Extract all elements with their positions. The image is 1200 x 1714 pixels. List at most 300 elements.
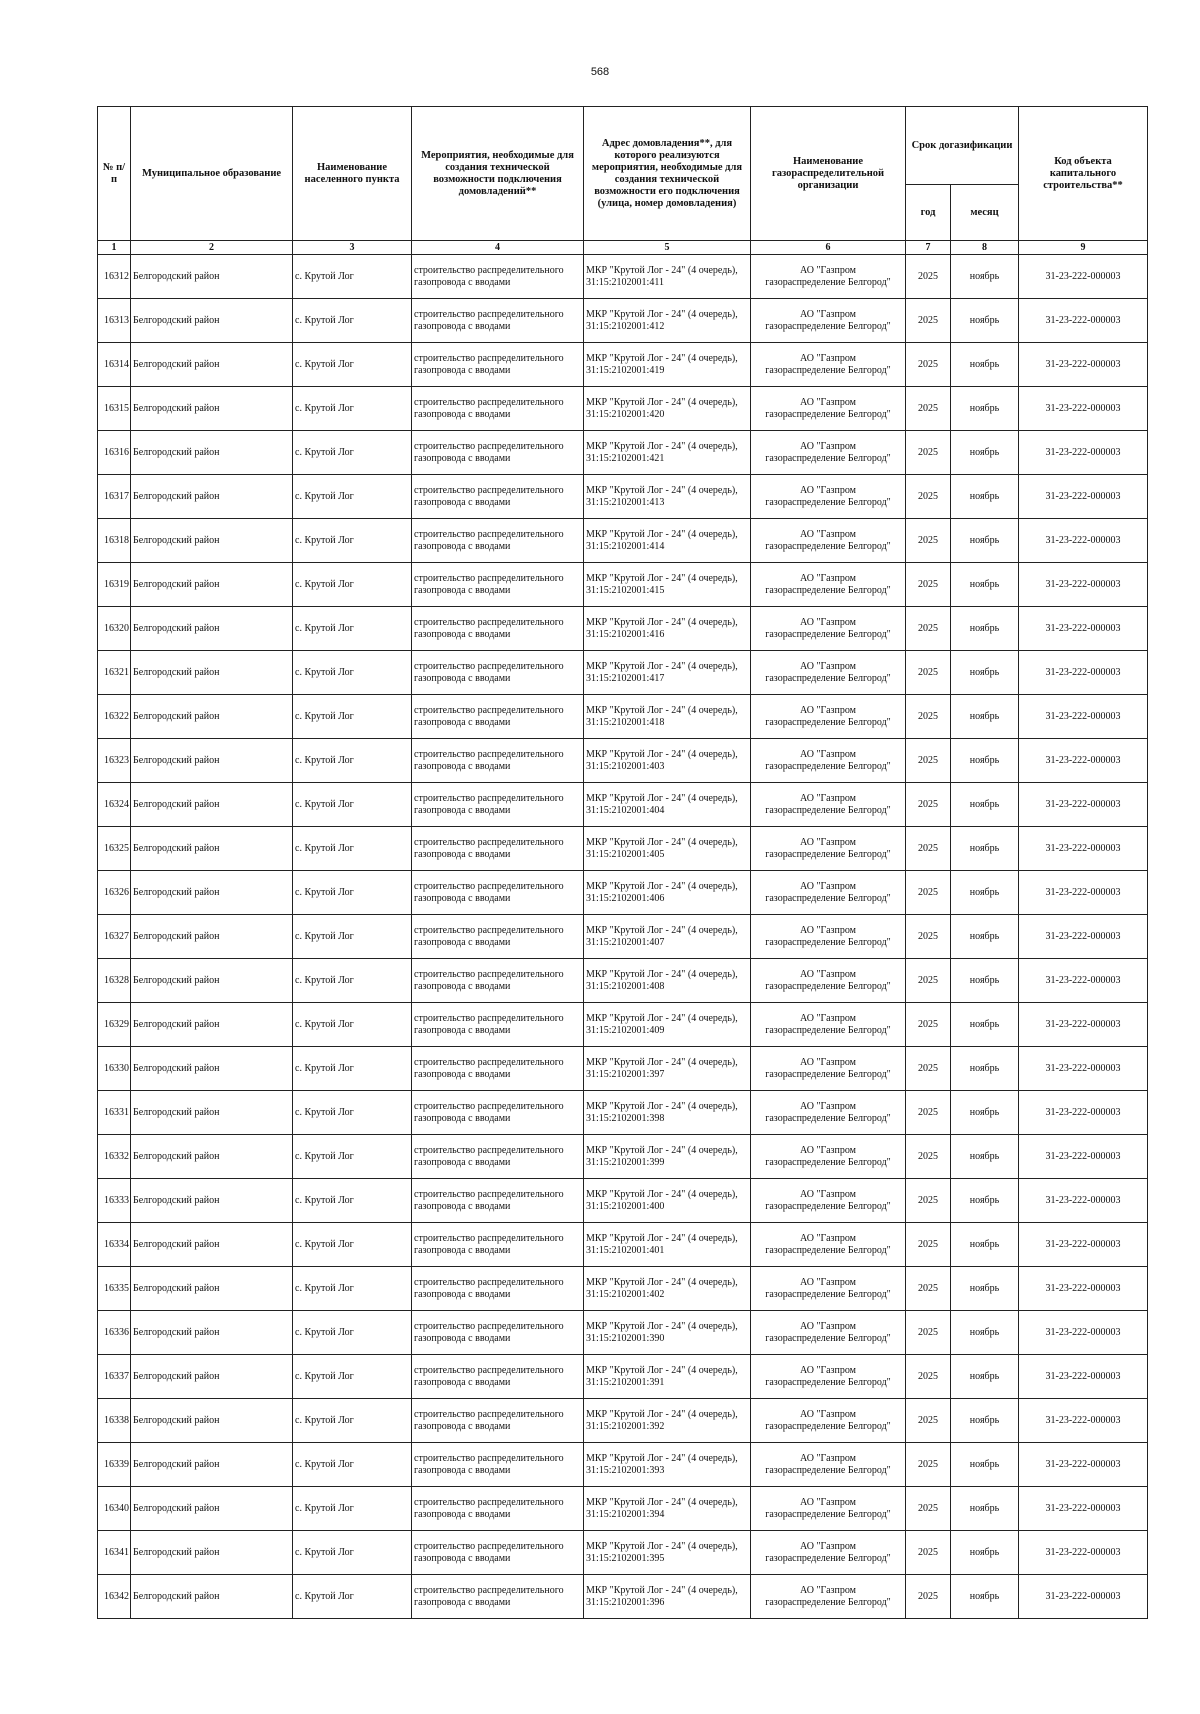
address-cell: МКР "Крутой Лог - 24" (4 очередь), 31:15:2102001:396 bbox=[584, 1575, 751, 1619]
month-cell: ноябрь bbox=[951, 1531, 1019, 1575]
measures-cell: строительство распределительного газопровода с вводами bbox=[412, 1223, 584, 1267]
month-cell: ноябрь bbox=[951, 651, 1019, 695]
organization-line-1: АО "Газпром bbox=[800, 1320, 856, 1332]
settlement-cell: с. Крутой Лог bbox=[293, 1487, 412, 1531]
organization-line-1: АО "Газпром bbox=[800, 1452, 856, 1464]
address-cell: МКР "Крутой Лог - 24" (4 очередь), 31:15:2102001:408 bbox=[584, 959, 751, 1003]
column-number: 1 bbox=[98, 241, 131, 255]
row-number-cell: 16325 bbox=[98, 827, 131, 871]
organization-line-1: АО "Газпром bbox=[800, 308, 856, 320]
row-number-cell: 16323 bbox=[98, 739, 131, 783]
address-cell: МКР "Крутой Лог - 24" (4 очередь), 31:15:2102001:421 bbox=[584, 431, 751, 475]
address-cell: МКР "Крутой Лог - 24" (4 очередь), 31:15:2102001:398 bbox=[584, 1091, 751, 1135]
table-row bbox=[98, 1267, 1148, 1311]
header-deadline: Срок догазификации bbox=[906, 107, 1019, 185]
settlement-cell: с. Крутой Лог bbox=[293, 1179, 412, 1223]
address-cell: МКР "Крутой Лог - 24" (4 очередь), 31:15:2102001:397 bbox=[584, 1047, 751, 1091]
measures-cell: строительство распределительного газопровода с вводами bbox=[412, 695, 584, 739]
address-cell: МКР "Крутой Лог - 24" (4 очередь), 31:15:2102001:417 bbox=[584, 651, 751, 695]
address-cell: МКР "Крутой Лог - 24" (4 очередь), 31:15:2102001:411 bbox=[584, 255, 751, 299]
measures-cell: строительство распределительного газопровода с вводами bbox=[412, 827, 584, 871]
year-cell: 2025 bbox=[906, 431, 951, 475]
object-code-cell: 31-23-222-000003 bbox=[1019, 959, 1148, 1003]
municipality-cell: Белгородский район bbox=[131, 1311, 293, 1355]
address-cell: МКР "Крутой Лог - 24" (4 очередь), 31:15:2102001:416 bbox=[584, 607, 751, 651]
municipality-cell: Белгородский район bbox=[131, 651, 293, 695]
month-cell: ноябрь bbox=[951, 739, 1019, 783]
municipality-cell: Белгородский район bbox=[131, 387, 293, 431]
row-number-cell: 16326 bbox=[98, 871, 131, 915]
organization-line-1: АО "Газпром bbox=[800, 1232, 856, 1244]
organization-line-2: газораспределение Белгород" bbox=[765, 1068, 891, 1080]
address-cell: МКР "Крутой Лог - 24" (4 очередь), 31:15:2102001:399 bbox=[584, 1135, 751, 1179]
municipality-cell: Белгородский район bbox=[131, 1179, 293, 1223]
organization-line-2: газораспределение Белгород" bbox=[765, 1332, 891, 1344]
municipality-cell: Белгородский район bbox=[131, 1575, 293, 1619]
settlement-cell: с. Крутой Лог bbox=[293, 519, 412, 563]
municipality-cell: Белгородский район bbox=[131, 299, 293, 343]
row-number-cell: 16334 bbox=[98, 1223, 131, 1267]
organization-line-2: газораспределение Белгород" bbox=[765, 584, 891, 596]
row-number-cell: 16327 bbox=[98, 915, 131, 959]
settlement-cell: с. Крутой Лог bbox=[293, 1531, 412, 1575]
table-header bbox=[98, 107, 1148, 255]
settlement-cell: с. Крутой Лог bbox=[293, 607, 412, 651]
object-code-cell: 31-23-222-000003 bbox=[1019, 1531, 1148, 1575]
municipality-cell: Белгородский район bbox=[131, 519, 293, 563]
row-number-cell: 16314 bbox=[98, 343, 131, 387]
settlement-cell: с. Крутой Лог bbox=[293, 651, 412, 695]
municipality-cell: Белгородский район bbox=[131, 1223, 293, 1267]
measures-cell: строительство распределительного газопровода с вводами bbox=[412, 1399, 584, 1443]
month-cell: ноябрь bbox=[951, 915, 1019, 959]
organization-cell bbox=[751, 475, 906, 519]
year-cell: 2025 bbox=[906, 1223, 951, 1267]
object-code-cell: 31-23-222-000003 bbox=[1019, 563, 1148, 607]
settlement-cell: с. Крутой Лог bbox=[293, 827, 412, 871]
settlement-cell: с. Крутой Лог bbox=[293, 1311, 412, 1355]
table-row bbox=[98, 1575, 1148, 1619]
organization-line-1: АО "Газпром bbox=[800, 1584, 856, 1596]
table-row bbox=[98, 607, 1148, 651]
object-code-cell: 31-23-222-000003 bbox=[1019, 1003, 1148, 1047]
organization-line-1: АО "Газпром bbox=[800, 1188, 856, 1200]
year-cell: 2025 bbox=[906, 915, 951, 959]
object-code-cell: 31-23-222-000003 bbox=[1019, 387, 1148, 431]
object-code-cell: 31-23-222-000003 bbox=[1019, 343, 1148, 387]
organization-line-2: газораспределение Белгород" bbox=[765, 804, 891, 816]
month-cell: ноябрь bbox=[951, 1443, 1019, 1487]
object-code-cell: 31-23-222-000003 bbox=[1019, 607, 1148, 651]
organization-line-1: АО "Газпром bbox=[800, 396, 856, 408]
address-cell: МКР "Крутой Лог - 24" (4 очередь), 31:15:2102001:406 bbox=[584, 871, 751, 915]
table-row bbox=[98, 959, 1148, 1003]
organization-line-1: АО "Газпром bbox=[800, 880, 856, 892]
year-cell: 2025 bbox=[906, 1003, 951, 1047]
month-cell: ноябрь bbox=[951, 1267, 1019, 1311]
settlement-cell: с. Крутой Лог bbox=[293, 1443, 412, 1487]
object-code-cell: 31-23-222-000003 bbox=[1019, 475, 1148, 519]
row-number-cell: 16338 bbox=[98, 1399, 131, 1443]
month-cell: ноябрь bbox=[951, 475, 1019, 519]
organization-line-1: АО "Газпром bbox=[800, 1012, 856, 1024]
municipality-cell: Белгородский район bbox=[131, 959, 293, 1003]
measures-cell: строительство распределительного газопровода с вводами bbox=[412, 1135, 584, 1179]
table-row bbox=[98, 871, 1148, 915]
table-row bbox=[98, 299, 1148, 343]
row-number-cell: 16317 bbox=[98, 475, 131, 519]
month-cell: ноябрь bbox=[951, 1399, 1019, 1443]
organization-line-1: АО "Газпром bbox=[800, 924, 856, 936]
organization-line-1: АО "Газпром bbox=[800, 1100, 856, 1112]
organization-line-1: АО "Газпром bbox=[800, 968, 856, 980]
year-cell: 2025 bbox=[906, 1531, 951, 1575]
organization-cell bbox=[751, 1091, 906, 1135]
measures-cell: строительство распределительного газопровода с вводами bbox=[412, 1487, 584, 1531]
year-cell: 2025 bbox=[906, 871, 951, 915]
organization-cell bbox=[751, 431, 906, 475]
month-cell: ноябрь bbox=[951, 1179, 1019, 1223]
measures-cell: строительство распределительного газопровода с вводами bbox=[412, 1575, 584, 1619]
header-month: месяц bbox=[951, 185, 1019, 241]
address-cell: МКР "Крутой Лог - 24" (4 очередь), 31:15:2102001:402 bbox=[584, 1267, 751, 1311]
month-cell: ноябрь bbox=[951, 607, 1019, 651]
address-cell: МКР "Крутой Лог - 24" (4 очередь), 31:15:2102001:395 bbox=[584, 1531, 751, 1575]
table-row bbox=[98, 1135, 1148, 1179]
year-cell: 2025 bbox=[906, 387, 951, 431]
settlement-cell: с. Крутой Лог bbox=[293, 387, 412, 431]
settlement-cell: с. Крутой Лог bbox=[293, 1223, 412, 1267]
organization-cell bbox=[751, 1047, 906, 1091]
table-row bbox=[98, 1487, 1148, 1531]
measures-cell: строительство распределительного газопровода с вводами bbox=[412, 475, 584, 519]
object-code-cell: 31-23-222-000003 bbox=[1019, 871, 1148, 915]
month-cell: ноябрь bbox=[951, 827, 1019, 871]
row-number-cell: 16337 bbox=[98, 1355, 131, 1399]
organization-line-2: газораспределение Белгород" bbox=[765, 628, 891, 640]
organization-line-1: АО "Газпром bbox=[800, 836, 856, 848]
column-number: 6 bbox=[751, 241, 906, 255]
object-code-cell: 31-23-222-000003 bbox=[1019, 1223, 1148, 1267]
organization-cell bbox=[751, 1135, 906, 1179]
address-cell: МКР "Крутой Лог - 24" (4 очередь), 31:15:2102001:412 bbox=[584, 299, 751, 343]
header-measures: Мероприятия, необходимые для создания технической возможности подключения домовладений** bbox=[412, 107, 584, 241]
month-cell: ноябрь bbox=[951, 783, 1019, 827]
object-code-cell: 31-23-222-000003 bbox=[1019, 1443, 1148, 1487]
year-cell: 2025 bbox=[906, 1355, 951, 1399]
settlement-cell: с. Крутой Лог bbox=[293, 739, 412, 783]
year-cell: 2025 bbox=[906, 563, 951, 607]
row-number-cell: 16320 bbox=[98, 607, 131, 651]
organization-line-1: АО "Газпром bbox=[800, 484, 856, 496]
address-cell: МКР "Крутой Лог - 24" (4 очередь), 31:15:2102001:391 bbox=[584, 1355, 751, 1399]
row-number-cell: 16342 bbox=[98, 1575, 131, 1619]
organization-line-1: АО "Газпром bbox=[800, 572, 856, 584]
address-cell: МКР "Крутой Лог - 24" (4 очередь), 31:15:2102001:400 bbox=[584, 1179, 751, 1223]
measures-cell: строительство распределительного газопровода с вводами bbox=[412, 563, 584, 607]
measures-cell: строительство распределительного газопровода с вводами bbox=[412, 299, 584, 343]
year-cell: 2025 bbox=[906, 1399, 951, 1443]
address-cell: МКР "Крутой Лог - 24" (4 очередь), 31:15:2102001:394 bbox=[584, 1487, 751, 1531]
column-number: 7 bbox=[906, 241, 951, 255]
object-code-cell: 31-23-222-000003 bbox=[1019, 739, 1148, 783]
address-cell: МКР "Крутой Лог - 24" (4 очередь), 31:15:2102001:390 bbox=[584, 1311, 751, 1355]
organization-cell bbox=[751, 1311, 906, 1355]
month-cell: ноябрь bbox=[951, 1135, 1019, 1179]
organization-line-1: АО "Газпром bbox=[800, 440, 856, 452]
settlement-cell: с. Крутой Лог bbox=[293, 783, 412, 827]
measures-cell: строительство распределительного газопровода с вводами bbox=[412, 1003, 584, 1047]
table-row bbox=[98, 739, 1148, 783]
measures-cell: строительство распределительного газопровода с вводами bbox=[412, 783, 584, 827]
header-n: № п/п bbox=[98, 107, 131, 241]
row-number-cell: 16322 bbox=[98, 695, 131, 739]
organization-line-2: газораспределение Белгород" bbox=[765, 1024, 891, 1036]
organization-cell bbox=[751, 1179, 906, 1223]
row-number-cell: 16318 bbox=[98, 519, 131, 563]
measures-cell: строительство распределительного газопровода с вводами bbox=[412, 739, 584, 783]
organization-cell bbox=[751, 607, 906, 651]
measures-cell: строительство распределительного газопровода с вводами bbox=[412, 959, 584, 1003]
municipality-cell: Белгородский район bbox=[131, 475, 293, 519]
address-cell: МКР "Крутой Лог - 24" (4 очередь), 31:15:2102001:419 bbox=[584, 343, 751, 387]
column-number: 2 bbox=[131, 241, 293, 255]
settlement-cell: с. Крутой Лог bbox=[293, 915, 412, 959]
settlement-cell: с. Крутой Лог bbox=[293, 1399, 412, 1443]
month-cell: ноябрь bbox=[951, 1003, 1019, 1047]
month-cell: ноябрь bbox=[951, 255, 1019, 299]
measures-cell: строительство распределительного газопровода с вводами bbox=[412, 871, 584, 915]
organization-line-2: газораспределение Белгород" bbox=[765, 1156, 891, 1168]
month-cell: ноябрь bbox=[951, 1575, 1019, 1619]
organization-cell bbox=[751, 387, 906, 431]
organization-line-1: АО "Газпром bbox=[800, 660, 856, 672]
organization-cell bbox=[751, 1531, 906, 1575]
municipality-cell: Белгородский район bbox=[131, 1355, 293, 1399]
table-body bbox=[98, 255, 1148, 1619]
measures-cell: строительство распределительного газопровода с вводами bbox=[412, 519, 584, 563]
address-cell: МКР "Крутой Лог - 24" (4 очередь), 31:15:2102001:392 bbox=[584, 1399, 751, 1443]
year-cell: 2025 bbox=[906, 739, 951, 783]
organization-line-2: газораспределение Белгород" bbox=[765, 716, 891, 728]
object-code-cell: 31-23-222-000003 bbox=[1019, 1091, 1148, 1135]
year-cell: 2025 bbox=[906, 343, 951, 387]
year-cell: 2025 bbox=[906, 651, 951, 695]
row-number-cell: 16336 bbox=[98, 1311, 131, 1355]
object-code-cell: 31-23-222-000003 bbox=[1019, 695, 1148, 739]
year-cell: 2025 bbox=[906, 959, 951, 1003]
month-cell: ноябрь bbox=[951, 343, 1019, 387]
measures-cell: строительство распределительного газопровода с вводами bbox=[412, 1355, 584, 1399]
municipality-cell: Белгородский район bbox=[131, 1399, 293, 1443]
row-number-cell: 16319 bbox=[98, 563, 131, 607]
municipality-cell: Белгородский район bbox=[131, 739, 293, 783]
measures-cell: строительство распределительного газопровода с вводами bbox=[412, 1091, 584, 1135]
organization-line-1: АО "Газпром bbox=[800, 1276, 856, 1288]
address-cell: МКР "Крутой Лог - 24" (4 очередь), 31:15:2102001:415 bbox=[584, 563, 751, 607]
month-cell: ноябрь bbox=[951, 1355, 1019, 1399]
table-row bbox=[98, 255, 1148, 299]
measures-cell: строительство распределительного газопровода с вводами bbox=[412, 255, 584, 299]
table-row bbox=[98, 1223, 1148, 1267]
column-number: 3 bbox=[293, 241, 412, 255]
table-row bbox=[98, 387, 1148, 431]
organization-line-1: АО "Газпром bbox=[800, 1408, 856, 1420]
organization-line-2: газораспределение Белгород" bbox=[765, 1112, 891, 1124]
organization-line-2: газораспределение Белгород" bbox=[765, 1244, 891, 1256]
header-address: Адрес домовладения**, для которого реализуются мероприятия, необходимые для создания технической возможности его подключения (улица, номер домовладения) bbox=[584, 107, 751, 241]
settlement-cell: с. Крутой Лог bbox=[293, 343, 412, 387]
year-cell: 2025 bbox=[906, 1487, 951, 1531]
municipality-cell: Белгородский район bbox=[131, 1091, 293, 1135]
municipality-cell: Белгородский район bbox=[131, 343, 293, 387]
settlement-cell: с. Крутой Лог bbox=[293, 695, 412, 739]
object-code-cell: 31-23-222-000003 bbox=[1019, 431, 1148, 475]
address-cell: МКР "Крутой Лог - 24" (4 очередь), 31:15:2102001:401 bbox=[584, 1223, 751, 1267]
column-number-row bbox=[98, 241, 1148, 255]
object-code-cell: 31-23-222-000003 bbox=[1019, 1135, 1148, 1179]
row-number-cell: 16321 bbox=[98, 651, 131, 695]
address-cell: МКР "Крутой Лог - 24" (4 очередь), 31:15:2102001:413 bbox=[584, 475, 751, 519]
settlement-cell: с. Крутой Лог bbox=[293, 563, 412, 607]
organization-line-2: газораспределение Белгород" bbox=[765, 540, 891, 552]
municipality-cell: Белгородский район bbox=[131, 783, 293, 827]
organization-line-2: газораспределение Белгород" bbox=[765, 936, 891, 948]
organization-cell bbox=[751, 1575, 906, 1619]
settlement-cell: с. Крутой Лог bbox=[293, 1003, 412, 1047]
settlement-cell: с. Крутой Лог bbox=[293, 871, 412, 915]
municipality-cell: Белгородский район bbox=[131, 563, 293, 607]
column-number: 8 bbox=[951, 241, 1019, 255]
measures-cell: строительство распределительного газопровода с вводами bbox=[412, 1179, 584, 1223]
year-cell: 2025 bbox=[906, 1047, 951, 1091]
measures-cell: строительство распределительного газопровода с вводами bbox=[412, 1047, 584, 1091]
table-row bbox=[98, 1091, 1148, 1135]
municipality-cell: Белгородский район bbox=[131, 1135, 293, 1179]
table-row bbox=[98, 915, 1148, 959]
object-code-cell: 31-23-222-000003 bbox=[1019, 1267, 1148, 1311]
organization-line-1: АО "Газпром bbox=[800, 352, 856, 364]
settlement-cell: с. Крутой Лог bbox=[293, 299, 412, 343]
organization-line-2: газораспределение Белгород" bbox=[765, 980, 891, 992]
header-object-code: Код объекта капитального строительства** bbox=[1019, 107, 1148, 241]
organization-cell bbox=[751, 1443, 906, 1487]
table-row bbox=[98, 1311, 1148, 1355]
page-number: 568 bbox=[590, 66, 610, 78]
object-code-cell: 31-23-222-000003 bbox=[1019, 651, 1148, 695]
municipality-cell: Белгородский район bbox=[131, 1531, 293, 1575]
municipality-cell: Белгородский район bbox=[131, 255, 293, 299]
address-cell: МКР "Крутой Лог - 24" (4 очередь), 31:15:2102001:418 bbox=[584, 695, 751, 739]
organization-cell bbox=[751, 827, 906, 871]
organization-line-1: АО "Газпром bbox=[800, 1364, 856, 1376]
table-row bbox=[98, 343, 1148, 387]
object-code-cell: 31-23-222-000003 bbox=[1019, 1179, 1148, 1223]
column-number: 5 bbox=[584, 241, 751, 255]
header-municipality: Муниципальное образование bbox=[131, 107, 293, 241]
measures-cell: строительство распределительного газопровода с вводами bbox=[412, 651, 584, 695]
address-cell: МКР "Крутой Лог - 24" (4 очередь), 31:15:2102001:414 bbox=[584, 519, 751, 563]
row-number-cell: 16341 bbox=[98, 1531, 131, 1575]
organization-cell bbox=[751, 1003, 906, 1047]
organization-cell bbox=[751, 299, 906, 343]
organization-line-2: газораспределение Белгород" bbox=[765, 760, 891, 772]
organization-line-1: АО "Газпром bbox=[800, 792, 856, 804]
organization-line-2: газораспределение Белгород" bbox=[765, 1552, 891, 1564]
month-cell: ноябрь bbox=[951, 299, 1019, 343]
measures-cell: строительство распределительного газопровода с вводами bbox=[412, 1531, 584, 1575]
settlement-cell: с. Крутой Лог bbox=[293, 1047, 412, 1091]
organization-cell bbox=[751, 915, 906, 959]
month-cell: ноябрь bbox=[951, 1223, 1019, 1267]
organization-line-1: АО "Газпром bbox=[800, 748, 856, 760]
object-code-cell: 31-23-222-000003 bbox=[1019, 915, 1148, 959]
table-row bbox=[98, 1443, 1148, 1487]
object-code-cell: 31-23-222-000003 bbox=[1019, 519, 1148, 563]
organization-cell bbox=[751, 783, 906, 827]
measures-cell: строительство распределительного газопровода с вводами bbox=[412, 431, 584, 475]
organization-line-2: газораспределение Белгород" bbox=[765, 408, 891, 420]
object-code-cell: 31-23-222-000003 bbox=[1019, 827, 1148, 871]
row-number-cell: 16313 bbox=[98, 299, 131, 343]
measures-cell: строительство распределительного газопровода с вводами bbox=[412, 343, 584, 387]
year-cell: 2025 bbox=[906, 695, 951, 739]
organization-line-1: АО "Газпром bbox=[800, 1144, 856, 1156]
organization-cell bbox=[751, 739, 906, 783]
settlement-cell: с. Крутой Лог bbox=[293, 431, 412, 475]
measures-cell: строительство распределительного газопровода с вводами bbox=[412, 387, 584, 431]
organization-cell bbox=[751, 651, 906, 695]
month-cell: ноябрь bbox=[951, 1311, 1019, 1355]
municipality-cell: Белгородский район bbox=[131, 827, 293, 871]
organization-cell bbox=[751, 1267, 906, 1311]
organization-cell bbox=[751, 1487, 906, 1531]
organization-line-2: газораспределение Белгород" bbox=[765, 1420, 891, 1432]
year-cell: 2025 bbox=[906, 475, 951, 519]
table-row bbox=[98, 475, 1148, 519]
header-year: год bbox=[906, 185, 951, 241]
year-cell: 2025 bbox=[906, 1575, 951, 1619]
organization-line-1: АО "Газпром bbox=[800, 1540, 856, 1552]
organization-line-2: газораспределение Белгород" bbox=[765, 1376, 891, 1388]
year-cell: 2025 bbox=[906, 1179, 951, 1223]
organization-cell bbox=[751, 871, 906, 915]
organization-line-2: газораспределение Белгород" bbox=[765, 672, 891, 684]
year-cell: 2025 bbox=[906, 255, 951, 299]
address-cell: МКР "Крутой Лог - 24" (4 очередь), 31:15:2102001:403 bbox=[584, 739, 751, 783]
organization-line-2: газораспределение Белгород" bbox=[765, 1508, 891, 1520]
month-cell: ноябрь bbox=[951, 431, 1019, 475]
month-cell: ноябрь bbox=[951, 695, 1019, 739]
organization-cell bbox=[751, 255, 906, 299]
organization-line-2: газораспределение Белгород" bbox=[765, 1200, 891, 1212]
organization-line-2: газораспределение Белгород" bbox=[765, 364, 891, 376]
address-cell: МКР "Крутой Лог - 24" (4 очередь), 31:15:2102001:407 bbox=[584, 915, 751, 959]
organization-cell bbox=[751, 563, 906, 607]
settlement-cell: с. Крутой Лог bbox=[293, 1355, 412, 1399]
row-number-cell: 16339 bbox=[98, 1443, 131, 1487]
municipality-cell: Белгородский район bbox=[131, 1003, 293, 1047]
row-number-cell: 16315 bbox=[98, 387, 131, 431]
municipality-cell: Белгородский район bbox=[131, 431, 293, 475]
row-number-cell: 16328 bbox=[98, 959, 131, 1003]
year-cell: 2025 bbox=[906, 1267, 951, 1311]
municipality-cell: Белгородский район bbox=[131, 1267, 293, 1311]
address-cell: МКР "Крутой Лог - 24" (4 очередь), 31:15:2102001:404 bbox=[584, 783, 751, 827]
month-cell: ноябрь bbox=[951, 959, 1019, 1003]
organization-cell bbox=[751, 1355, 906, 1399]
year-cell: 2025 bbox=[906, 827, 951, 871]
